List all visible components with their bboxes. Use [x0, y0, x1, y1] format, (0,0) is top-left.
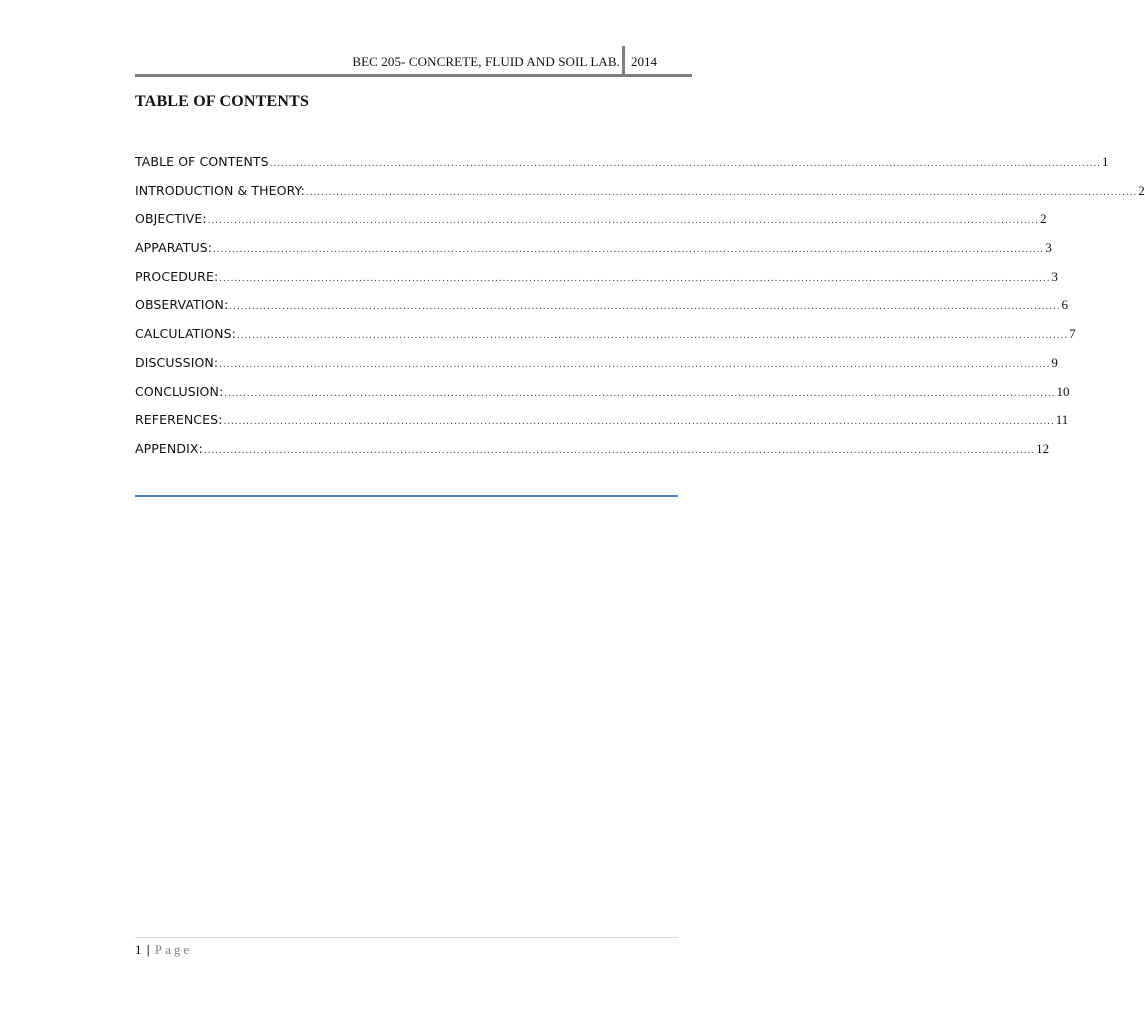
toc-entry-page: 3: [1045, 240, 1052, 256]
toc-dot-leader: ............................................................................................................................................................................................................................: [269, 158, 1101, 169]
page-heading: TABLE OF CONTENTS: [135, 93, 310, 110]
toc-entry[interactable]: [135, 297, 1069, 326]
toc-dot-leader: ............................................................................................................................................................................................................................: [203, 444, 1036, 456]
header-rule: [135, 74, 692, 77]
toc-dot-leader: ............................................................................................................................................................................................................................: [219, 358, 1051, 370]
toc-entry-label: OBJECTIVE:: [135, 211, 207, 227]
toc-entry-label: REFERENCES:: [135, 412, 223, 428]
toc-entry-page: 6: [1061, 297, 1069, 313]
toc-entry[interactable]: [135, 412, 1069, 441]
toc-entry[interactable]: [135, 326, 1076, 355]
header-year: 2014: [631, 54, 657, 69]
toc-dot-leader: ............................................................................................................................................................................................................................: [213, 244, 1045, 256]
header-course-title: BEC 205- CONCRETE, FLUID AND SOIL LAB.: [352, 54, 620, 69]
toc-entry-page: 2: [1138, 182, 1145, 198]
table-of-contents: [135, 154, 1145, 470]
toc-entry[interactable]: [135, 154, 1109, 183]
toc-entry[interactable]: [135, 383, 1070, 413]
toc-entry-label: CONCLUSION:: [135, 383, 224, 399]
toc-dot-leader: ............................................................................................................................................................................................................................: [207, 215, 1039, 227]
toc-entry[interactable]: [135, 354, 1058, 384]
toc-dot-leader: ............................................................................................................................................................................................................................: [224, 387, 1056, 399]
toc-dot-leader: ............................................................................................................................................................................................................................: [223, 416, 1055, 428]
page-header: [135, 46, 692, 78]
toc-entry[interactable]: [135, 240, 1052, 269]
toc-entry-page: 1: [1101, 154, 1109, 169]
header-divider: [622, 46, 625, 75]
toc-entry-label: APPARATUS:: [135, 240, 213, 256]
toc-dot-leader: ............................................................................................................................................................................................................................: [229, 301, 1061, 313]
toc-dot-leader: ............................................................................................................................................................................................................................: [236, 330, 1069, 342]
footer-separator: |: [146, 942, 150, 957]
toc-entry-label: CALCULATIONS:: [135, 326, 236, 342]
page-footer: [135, 942, 192, 958]
toc-entry[interactable]: [135, 182, 1145, 212]
toc-entry[interactable]: [135, 211, 1047, 240]
section-divider: [135, 495, 678, 497]
toc-entry-label: PROCEDURE:: [135, 268, 219, 284]
toc-entry-page: 3: [1051, 268, 1058, 284]
footer-page-number: 1: [135, 942, 142, 957]
toc-dot-leader: ............................................................................................................................................................................................................................: [219, 272, 1051, 284]
toc-entry-page: 11: [1055, 412, 1069, 428]
toc-entry-label: TABLE OF CONTENTS: [135, 154, 269, 169]
toc-entry-label: DISCUSSION:: [135, 354, 219, 370]
toc-entry-label: OBSERVATION:: [135, 297, 229, 313]
toc-entry-page: 7: [1069, 326, 1076, 342]
toc-entry-page: 2: [1039, 211, 1047, 227]
toc-entry[interactable]: [135, 268, 1058, 298]
footer-page-label: Page: [154, 942, 193, 957]
toc-entry-page: 9: [1051, 354, 1058, 370]
footer-rule: [135, 937, 678, 938]
toc-entry[interactable]: [135, 440, 1050, 470]
toc-entry-page: 12: [1036, 440, 1050, 456]
toc-entry-page: 10: [1056, 383, 1070, 399]
toc-dot-leader: ............................................................................................................................................................................................................................: [305, 186, 1138, 198]
toc-entry-label: INTRODUCTION & THEORY:: [135, 182, 305, 198]
toc-entry-label: APPENDIX:: [135, 440, 203, 456]
